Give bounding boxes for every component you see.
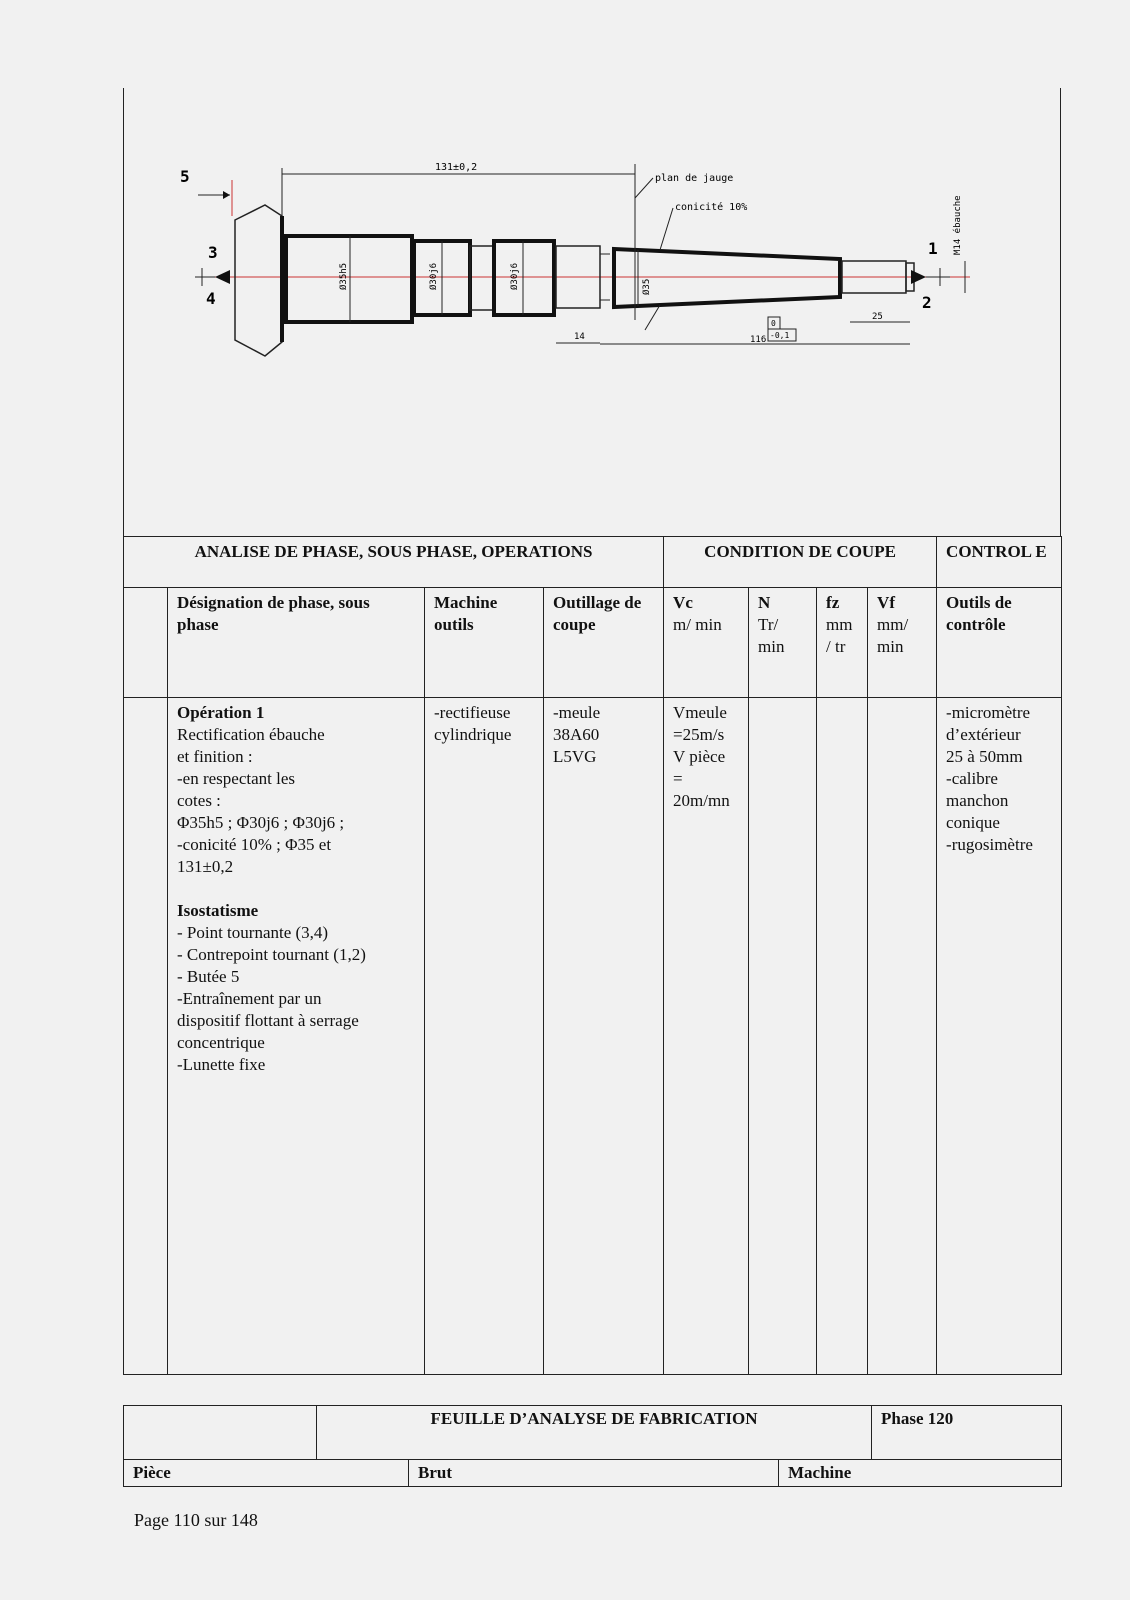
head-cone [235, 205, 282, 356]
col-vf: Vf mm/ min [868, 588, 937, 698]
col-machine: Machine outils [425, 588, 544, 698]
col-vc: Vc m/ min [664, 588, 749, 698]
iso-line: concentrique [177, 1033, 265, 1052]
tol-upper: 0 [771, 319, 776, 328]
section-coupe-header: CONDITION DE COUPE [664, 537, 937, 588]
footer-title: FEUILLE D’ANALYSE DE FABRICATION [317, 1406, 872, 1460]
footer-brut: Brut [409, 1460, 779, 1487]
m14-label: M14 ébauche [953, 195, 963, 255]
op-line: -en respectant les [177, 769, 295, 788]
mark-3: 3 [208, 243, 218, 262]
phase-analysis-table [123, 536, 1062, 1375]
col-vf-unit: mm/ min [877, 615, 909, 656]
footer-machine: Machine [779, 1460, 1062, 1487]
iso-line: - Point tournante (3,4) [177, 923, 329, 942]
dia-35-label: Ø35 [642, 278, 652, 295]
cone-section [614, 249, 840, 307]
dia-30j6-a-label: Ø30j6 [429, 262, 439, 290]
center-arrow-left [215, 270, 230, 284]
col-designation: Désignation de phase, sous phase [168, 588, 425, 698]
col-n-unit: Tr/ min [758, 615, 785, 656]
op-line: Φ35h5 ; Φ30j6 ; Φ30j6 ; [177, 813, 345, 832]
footer-table [123, 1405, 1062, 1487]
center-arrow-right [911, 270, 926, 284]
section-controle-header: CONTROL E [937, 537, 1062, 588]
col-fz-unit: mm / tr [826, 615, 853, 656]
mark-5: 5 [180, 167, 190, 186]
iso-line: -Lunette fixe [177, 1055, 266, 1074]
op-line: et finition : [177, 747, 253, 766]
dim-116-label: 116 [750, 335, 767, 345]
col-fz: fz mm / tr [817, 588, 868, 698]
part-drawing [170, 150, 1000, 390]
vf-cell [868, 698, 937, 1375]
iso-line: - Contrepoint tournant (1,2) [177, 945, 366, 964]
mark-1: 1 [928, 239, 938, 258]
tol-lower: -0,1 [770, 331, 790, 340]
section-analyse-header: ANALISE DE PHASE, SOUS PHASE, OPERATIONS [124, 537, 664, 588]
footer-phase: Phase 120 [872, 1406, 1062, 1460]
col-outils-controle: Outils de contrôle [937, 588, 1062, 698]
plan-jauge-label: plan de jauge [655, 173, 734, 184]
op-line: cotes : [177, 791, 221, 810]
iso-line: dispositif flottant à serrage [177, 1011, 359, 1030]
section-30j6-b [494, 241, 554, 315]
col-vc-unit: m/ min [673, 615, 722, 634]
fz-cell [817, 698, 868, 1375]
col-outillage: Outillage de coupe [544, 588, 664, 698]
empty-cell [124, 698, 168, 1375]
controle-cell: -micromètre d’extérieur 25 à 50mm -calibre manchon conique -rugosimètre [937, 698, 1062, 1375]
mark-4: 4 [206, 289, 216, 308]
col-n: N Tr/ min [749, 588, 817, 698]
dim-25-label: 25 [872, 312, 883, 322]
page-number: Page 110 sur 148 [134, 1510, 258, 1530]
n-cell [749, 698, 817, 1375]
dia-30j6-b-label: Ø30j6 [510, 262, 520, 290]
op-line: 131±0,2 [177, 857, 234, 876]
dia-35h5-label: Ø35h5 [339, 262, 349, 290]
vc-cell: Vmeule =25m/s V pièce = 20m/mn [664, 698, 749, 1375]
footer-piece: Pièce [124, 1460, 409, 1487]
conicite-label: conicité 10% [675, 202, 748, 213]
dim-14-label: 14 [574, 332, 585, 342]
machine-cell: -rectifieuse cylindrique [425, 698, 544, 1375]
iso-title: Isostatisme [177, 901, 259, 920]
outillage-cell: -meule 38A60 L5VG [544, 698, 664, 1375]
section-35h5 [286, 236, 412, 322]
designation-cell [168, 698, 425, 1375]
op-line: Rectification ébauche [177, 725, 325, 744]
op-title: Opération 1 [177, 703, 265, 722]
empty-cell [124, 588, 168, 698]
op-line: -conicité 10% ; Φ35 et [177, 835, 332, 854]
iso-line: - Butée 5 [177, 967, 240, 986]
dim-131-label: 131±0,2 [435, 162, 478, 173]
mark-2: 2 [922, 293, 932, 312]
iso-line: -Entraînement par un [177, 989, 322, 1008]
footer-logo-cell [124, 1406, 317, 1460]
